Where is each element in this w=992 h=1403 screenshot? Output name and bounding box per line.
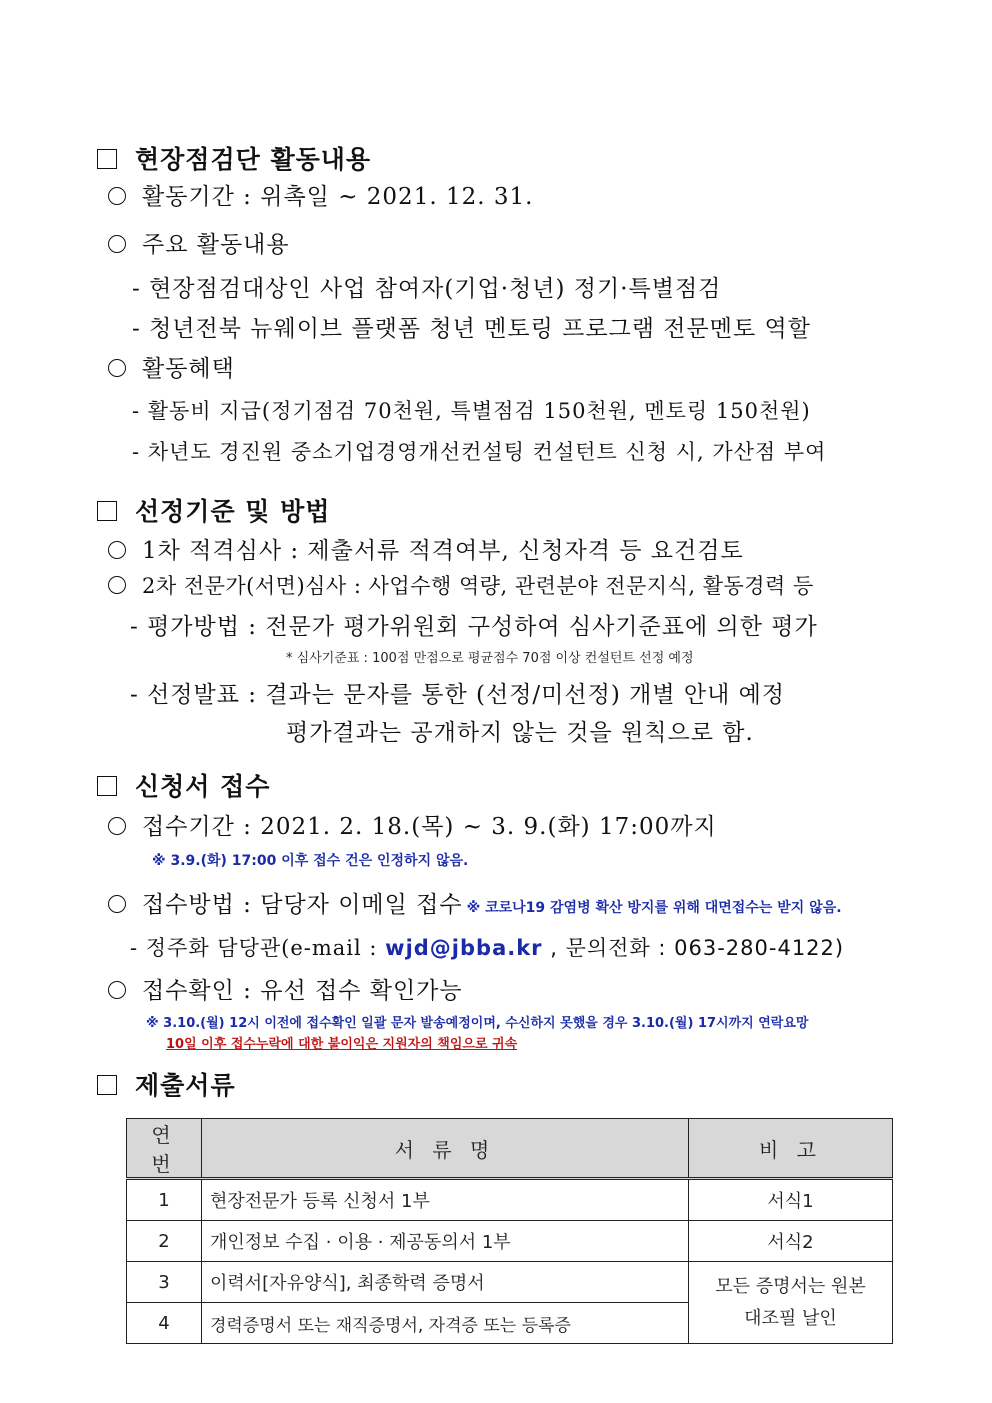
row-name: 경력증명서 또는 재직증명서, 자격증 또는 등록증 <box>202 1303 689 1344</box>
section-title-text: 신청서 접수 <box>135 772 271 801</box>
row-no: 3 <box>127 1262 202 1303</box>
list-item: - 청년전북 뉴웨이브 플랫폼 청년 멘토링 프로그램 전문멘토 역할 <box>132 316 811 342</box>
application-method <box>108 886 842 919</box>
selection-second-text: 2차 전문가(서면)심사 : 사업수행 역량, 관련분야 전문지식, 활동경력 등 <box>142 574 814 598</box>
circle-bullet-icon <box>108 359 126 377</box>
header-no: 연 번 <box>127 1119 202 1179</box>
square-bullet-icon <box>97 501 117 521</box>
row-name: 개인정보 수집 · 이용 · 제공동의서 1부 <box>202 1221 689 1262</box>
application-confirm-note: ※ 3.10.(월) 12시 이전에 접수확인 일괄 문자 발송예정이며, 수신하지 못했을 경우 3.10.(월) 17시까지 연락요망 <box>146 1016 809 1031</box>
row-no: 1 <box>127 1179 202 1221</box>
application-method-note: ※ 코로나19 감염병 확산 방지를 위해 대면접수는 받지 않음. <box>466 900 842 916</box>
table-header-row <box>127 1119 893 1179</box>
section-activity-title <box>97 140 371 176</box>
activity-main-title <box>108 226 290 259</box>
selection-second <box>108 570 814 600</box>
contact-prefix: - 정주화 담당관(e-mail : <box>130 936 386 960</box>
list-item: - 활동비 지급(정기점검 70천원, 특별점검 150천원, 멘토링 150천원) <box>132 399 811 423</box>
activity-period-text: 활동기간 : 위촉일 ~ 2021. 12. 31. <box>142 184 534 210</box>
application-period-note: ※ 3.9.(화) 17:00 이후 접수 건은 인정하지 않음. <box>152 853 469 869</box>
row-note: 모든 증명서는 원본대조필 날인 <box>689 1262 893 1344</box>
application-period-text: 접수기간 : 2021. 2. 18.(목) ~ 3. 9.(화) 17:00까지 <box>142 814 717 840</box>
header-name: 서 류 명 <box>202 1119 689 1179</box>
selection-announce-2: 평가결과는 공개하지 않는 것을 원칙으로 함. <box>286 720 754 746</box>
contact-email: wjd@jbba.kr <box>385 936 543 960</box>
row-name: 이력서[자유양식], 최종학력 증명서 <box>202 1262 689 1303</box>
circle-bullet-icon <box>108 187 126 205</box>
row-name: 현장전문가 등록 신청서 1부 <box>202 1179 689 1221</box>
application-contact <box>130 932 844 962</box>
selection-eval: - 평가방법 : 전문가 평가위원회 구성하여 심사기준표에 의한 평가 <box>130 614 818 640</box>
circle-bullet-icon <box>108 541 126 559</box>
application-confirm-warning: 10일 이후 접수누락에 대한 불이익은 지원자의 책임으로 귀속 <box>166 1037 518 1052</box>
contact-suffix: , 문의전화 : 063-280-4122) <box>542 936 845 960</box>
row-note: 서식1 <box>689 1179 893 1221</box>
section-selection-title <box>97 492 330 528</box>
row-no: 2 <box>127 1221 202 1262</box>
selection-eval-note: * 심사기준표 : 100점 만점으로 평균점수 70점 이상 컨설턴트 선정 예정 <box>286 651 694 666</box>
table-row <box>127 1179 893 1221</box>
section-application-title <box>97 767 270 803</box>
row-note: 서식2 <box>689 1221 893 1262</box>
selection-first <box>108 532 744 565</box>
activity-main-title-text: 주요 활동내용 <box>142 232 290 258</box>
application-period <box>108 808 717 841</box>
list-item: - 현장점검대상인 사업 참여자(기업·청년) 정기·특별점검 <box>132 276 722 302</box>
circle-bullet-icon <box>108 235 126 253</box>
table-row <box>127 1262 893 1303</box>
square-bullet-icon <box>97 1075 117 1095</box>
activity-period <box>108 178 533 211</box>
header-note: 비 고 <box>689 1119 893 1179</box>
section-title-text: 제출서류 <box>135 1071 236 1100</box>
section-title-text: 현장점검단 활동내용 <box>135 145 372 174</box>
row-no: 4 <box>127 1303 202 1344</box>
activity-benefit-title <box>108 350 235 383</box>
documents-table <box>126 1118 893 1344</box>
application-method-text: 접수방법 : 담당자 이메일 접수 <box>142 892 463 918</box>
list-item: - 차년도 경진원 중소기업경영개선컨설팅 컨설턴트 신청 시, 가산점 부여 <box>132 440 827 464</box>
selection-announce: - 선정발표 : 결과는 문자를 통한 (선정/미선정) 개별 안내 예정 <box>130 682 786 708</box>
table-row <box>127 1221 893 1262</box>
selection-first-text: 1차 적격심사 : 제출서류 적격여부, 신청자격 등 요건검토 <box>142 538 744 564</box>
square-bullet-icon <box>97 149 117 169</box>
circle-bullet-icon <box>108 895 126 913</box>
circle-bullet-icon <box>108 817 126 835</box>
circle-bullet-icon <box>108 981 126 999</box>
section-documents-title <box>97 1066 236 1102</box>
activity-benefit-title-text: 활동혜택 <box>142 356 235 382</box>
application-confirm <box>108 972 463 1005</box>
circle-bullet-icon <box>108 576 126 594</box>
section-title-text: 선정기준 및 방법 <box>135 497 331 526</box>
application-confirm-text: 접수확인 : 유선 접수 확인가능 <box>142 978 463 1004</box>
square-bullet-icon <box>97 776 117 796</box>
